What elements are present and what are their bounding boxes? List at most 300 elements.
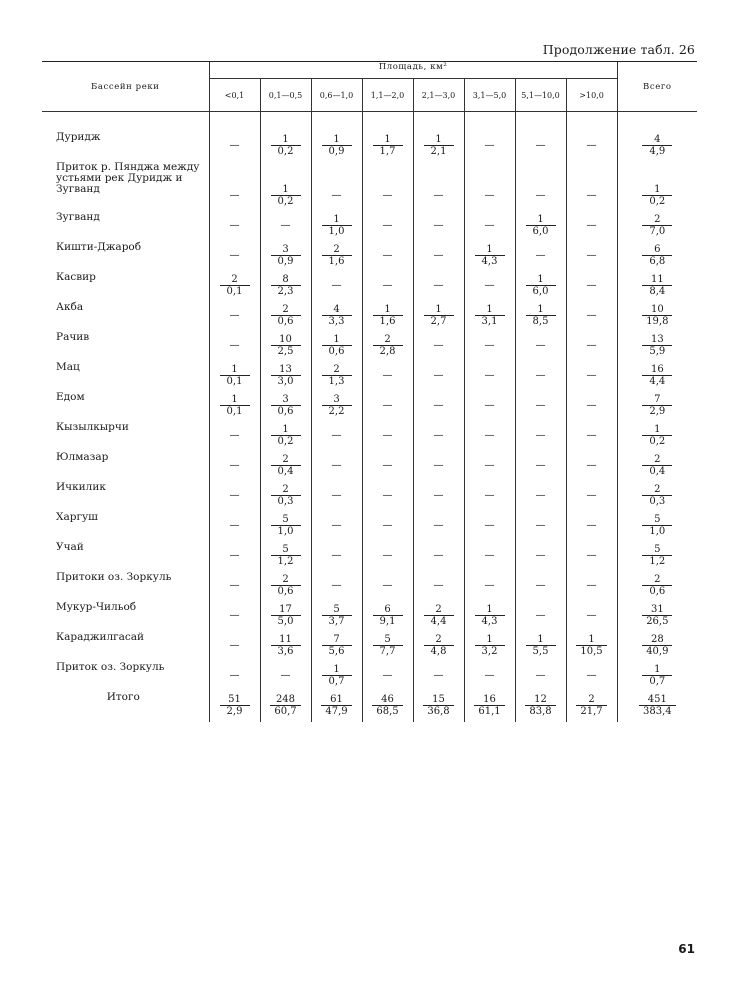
dash: — [484,190,495,201]
lake-count: 11 [279,634,292,645]
fraction-cell [260,482,311,512]
dash: — [382,370,393,381]
dash: — [382,400,393,411]
empty-cell [209,542,260,572]
lake-area: 1,2 [271,555,301,567]
fraction-cell [617,692,697,722]
fraction-cell [260,332,311,362]
fraction-cell [566,632,617,662]
lake-area: 1,2 [642,555,672,567]
table-row [42,632,697,662]
lake-count: 1 [333,664,340,675]
empty-cell [209,572,260,602]
fraction [372,694,402,717]
fraction-cell [464,602,515,632]
fraction-cell [260,632,311,662]
dash: — [229,580,240,591]
lake-area: 2,8 [373,345,403,357]
lake-area: 0,1 [220,405,250,417]
dash: — [229,610,240,621]
fraction [642,364,672,387]
empty-cell [566,452,617,482]
basin-name: Приток р. Пянджа между устьями рек Дуридж и Зугванд [56,161,200,195]
fraction-cell [311,362,362,392]
dash: — [586,520,597,531]
empty-cell [515,662,566,692]
fraction [271,244,301,267]
empty-cell [566,572,617,602]
fraction-cell [617,482,697,512]
lake-area: 0,6 [271,405,301,417]
empty-cell [566,422,617,452]
fraction-cell [515,212,566,242]
lake-count: 3 [333,394,340,405]
dash: — [280,670,291,681]
fraction-cell [617,512,697,542]
dash: — [535,400,546,411]
fraction-cell [617,392,697,422]
empty-cell [464,132,515,162]
fraction-cell [311,332,362,362]
fraction [526,274,556,297]
dash: — [484,370,495,381]
fraction-cell [311,392,362,422]
fraction [271,364,301,387]
lake-area: 0,3 [271,495,301,507]
fraction [322,134,352,157]
fraction [322,244,352,267]
lake-count: 1 [435,134,442,145]
empty-cell [464,422,515,452]
dash: — [382,190,393,201]
fraction-cell [311,242,362,272]
lake-area: 2,3 [271,285,301,297]
lake-count: 16 [650,364,664,375]
fraction [642,184,672,207]
total-row [42,692,697,722]
fraction-cell [617,162,697,212]
lake-count: 28 [650,634,664,645]
lake-area: 3,2 [475,645,505,657]
lake-area: 26,5 [642,615,672,627]
table-caption: Продолжение табл. 26 [542,42,695,57]
dash: — [586,430,597,441]
lake-area: 5,5 [526,645,556,657]
fraction-cell [260,272,311,302]
dash: — [433,430,444,441]
lake-area: 47,9 [321,705,351,717]
lake-area: 61,1 [474,705,504,717]
lake-count: 1 [537,214,544,225]
fraction [373,604,403,627]
lake-area: 21,7 [576,705,606,717]
empty-cell [209,132,260,162]
header-range: 0,6—1,0 [311,79,362,112]
fraction [642,214,672,237]
dash: — [433,400,444,411]
fraction [271,394,301,417]
empty-cell [413,392,464,422]
empty-cell [209,332,260,362]
lake-count: 7 [654,394,661,405]
dash: — [586,340,597,351]
empty-cell [209,632,260,662]
fraction-cell [515,632,566,662]
empty-cell [209,302,260,332]
fraction [642,454,672,477]
empty-cell [209,602,260,632]
empty-cell [566,212,617,242]
lake-count: 1 [333,214,340,225]
dash: — [484,670,495,681]
fraction-cell [362,332,413,362]
table-row [42,602,697,632]
dash: — [586,310,597,321]
fraction [322,364,352,387]
lake-area: 2,5 [271,345,301,357]
dash: — [535,550,546,561]
fraction-cell [209,272,260,302]
fraction-cell [413,132,464,162]
dash: — [382,580,393,591]
lake-count: 8 [282,274,289,285]
empty-cell [464,392,515,422]
dash: — [484,280,495,291]
header-range: 5,1—10,0 [515,79,566,112]
lake-count: 1 [333,134,340,145]
empty-cell [413,272,464,302]
dash: — [280,220,291,231]
table-row [42,212,697,242]
lake-count: 6 [384,604,391,615]
basin-name: Рачив [56,331,90,343]
dash: — [229,220,240,231]
fraction [642,424,672,447]
lake-area: 3,1 [475,315,505,327]
lake-count: 2 [654,484,661,495]
fraction [271,274,301,297]
lake-count: 2 [333,364,340,375]
empty-cell [413,482,464,512]
lake-count: 1 [282,134,289,145]
fraction [642,544,672,567]
lake-count: 1 [486,304,493,315]
lake-count: 1 [333,334,340,345]
dash: — [229,310,240,321]
lake-count: 2 [231,274,238,285]
fraction-cell [260,422,311,452]
lake-area: 0,9 [271,255,301,267]
dash: — [586,400,597,411]
dash: — [331,460,342,471]
fraction [322,334,352,357]
dash: — [433,490,444,501]
fraction-cell [209,692,260,722]
lake-count: 4 [654,134,661,145]
lake-area: 0,1 [220,375,250,387]
fraction-cell [311,602,362,632]
fraction [322,304,352,327]
dash: — [382,550,393,561]
fraction-cell [260,692,311,722]
fraction [322,604,352,627]
empty-cell [311,422,362,452]
empty-cell [413,542,464,572]
fraction [220,694,250,717]
basin-name: Кишти-Джароб [56,241,142,253]
lake-count: 46 [381,694,394,705]
dash: — [586,250,597,261]
lake-count: 17 [279,604,292,615]
table-row [42,392,697,422]
fraction [373,634,403,657]
dash: — [229,670,240,681]
dash: — [433,370,444,381]
lake-area: 1,7 [373,145,403,157]
table-row [42,332,697,362]
lake-count: 31 [650,604,664,615]
lake-count: 2 [654,214,661,225]
header-range: >10,0 [566,79,617,112]
fraction [474,694,504,717]
fraction [424,604,454,627]
fraction [424,304,454,327]
header-total: Всего [617,62,697,112]
header-basin: Бассейн реки [42,62,209,112]
fraction [642,134,672,157]
empty-cell [209,512,260,542]
dash: — [433,280,444,291]
empty-cell [413,332,464,362]
table-row [42,572,697,602]
lake-count: 1 [654,424,661,435]
dash: — [229,340,240,351]
empty-cell [260,662,311,692]
lake-area: 8,4 [642,285,672,297]
empty-cell [566,392,617,422]
lake-area: 1,3 [322,375,352,387]
lake-area: 0,2 [271,435,301,447]
empty-cell [413,362,464,392]
empty-cell [566,512,617,542]
lake-area: 1,0 [642,525,672,537]
empty-cell [413,662,464,692]
lake-area: 8,5 [526,315,556,327]
fraction-cell [260,302,311,332]
fraction-cell [362,632,413,662]
fraction [271,334,301,357]
lake-count: 2 [654,454,661,465]
lake-count: 11 [650,274,664,285]
empty-cell [464,452,515,482]
dash: — [382,490,393,501]
empty-cell [566,362,617,392]
lake-count: 1 [537,304,544,315]
fraction-cell [413,602,464,632]
lake-area: 5,0 [271,615,301,627]
dash: — [382,670,393,681]
lake-area: 1,0 [271,525,301,537]
basin-name: Учай [56,541,84,553]
fraction-cell [260,392,311,422]
lake-count: 2 [654,574,661,585]
empty-cell [464,162,515,212]
fraction-cell [209,362,260,392]
fraction-cell [566,692,617,722]
fraction [271,544,301,567]
lake-area: 5,9 [642,345,672,357]
fraction-cell [617,452,697,482]
empty-cell [515,452,566,482]
dash: — [535,340,546,351]
empty-cell [209,422,260,452]
lake-count: 1 [282,424,289,435]
fraction [526,304,556,327]
lake-count: 16 [483,694,496,705]
dash: — [484,140,495,151]
fraction-cell [413,302,464,332]
lake-count: 12 [534,694,547,705]
fraction-cell [362,302,413,332]
fraction-cell [515,692,566,722]
empty-cell [464,332,515,362]
lake-area: 83,8 [525,705,555,717]
fraction-cell [617,362,697,392]
basin-name: Притоки оз. Зоркуль [56,571,172,583]
lake-count: 1 [537,634,544,645]
fraction [271,484,301,507]
lake-count: 2 [588,694,595,705]
lake-count: 2 [435,634,442,645]
basin-name: Приток оз. Зоркуль [56,661,165,673]
lake-area: 68,5 [372,705,402,717]
dash: — [229,430,240,441]
data-table [42,61,697,722]
empty-cell [566,162,617,212]
lake-area: 3,0 [271,375,301,387]
fraction [321,694,351,717]
empty-cell [566,242,617,272]
empty-cell [362,162,413,212]
dash: — [535,430,546,441]
fraction-cell [260,542,311,572]
fraction [642,664,672,687]
basin-name: Юлмазар [56,451,109,463]
fraction-cell [260,602,311,632]
lake-area: 4,4 [424,615,454,627]
table-row [42,162,697,212]
lake-area: 2,9 [220,705,250,717]
lake-area: 4,3 [475,255,505,267]
fraction [271,514,301,537]
fraction-cell [617,572,697,602]
lake-area: 1,6 [373,315,403,327]
lake-area: 6,8 [642,255,672,267]
dash: — [586,190,597,201]
empty-cell [413,212,464,242]
basin-name: Едом [56,391,85,403]
fraction-cell [617,602,697,632]
empty-cell [413,452,464,482]
fraction [271,604,301,627]
fraction-cell [209,392,260,422]
lake-area: 0,1 [220,285,250,297]
empty-cell [209,162,260,212]
lake-count: 5 [384,634,391,645]
fraction [373,304,403,327]
dash: — [484,460,495,471]
lake-count: 10 [279,334,292,345]
fraction-cell [464,242,515,272]
dash: — [484,220,495,231]
fraction [322,214,352,237]
dash: — [433,460,444,471]
fraction [271,134,301,157]
empty-cell [566,332,617,362]
dash: — [229,550,240,561]
lake-area: 6,0 [526,285,556,297]
lake-count: 2 [384,334,391,345]
lake-area: 3,6 [271,645,301,657]
fraction [220,274,250,297]
fraction-cell [617,662,697,692]
empty-cell [362,572,413,602]
fraction [642,574,672,597]
dash: — [484,400,495,411]
empty-cell [362,212,413,242]
fraction [424,134,454,157]
fraction-cell [260,162,311,212]
empty-cell [515,132,566,162]
dash: — [535,190,546,201]
fraction [271,424,301,447]
empty-cell [362,422,413,452]
dash: — [586,140,597,151]
lake-count: 1 [384,304,391,315]
lake-count: 1 [588,634,595,645]
fraction-cell [515,302,566,332]
dash: — [331,550,342,561]
fraction [642,634,672,657]
empty-cell [464,362,515,392]
fraction-cell [311,132,362,162]
dash: — [535,670,546,681]
empty-cell [515,362,566,392]
dash: — [331,490,342,501]
lake-area: 4,8 [424,645,454,657]
empty-cell [464,482,515,512]
dash: — [535,520,546,531]
fraction-cell [617,332,697,362]
fraction-cell [311,212,362,242]
dash: — [433,190,444,201]
lake-count: 2 [282,574,289,585]
empty-cell [209,482,260,512]
dash: — [586,670,597,681]
lake-area: 2,1 [424,145,454,157]
table-row [42,542,697,572]
lake-count: 1 [486,244,493,255]
header-range: 0,1—0,5 [260,79,311,112]
lake-area: 0,6 [642,585,672,597]
lake-count: 2 [333,244,340,255]
fraction [639,694,676,717]
header-area: Площадь, км² [209,62,617,79]
fraction [526,634,556,657]
lake-area: 5,6 [322,645,352,657]
empty-cell [362,482,413,512]
header-range: 3,1—5,0 [464,79,515,112]
